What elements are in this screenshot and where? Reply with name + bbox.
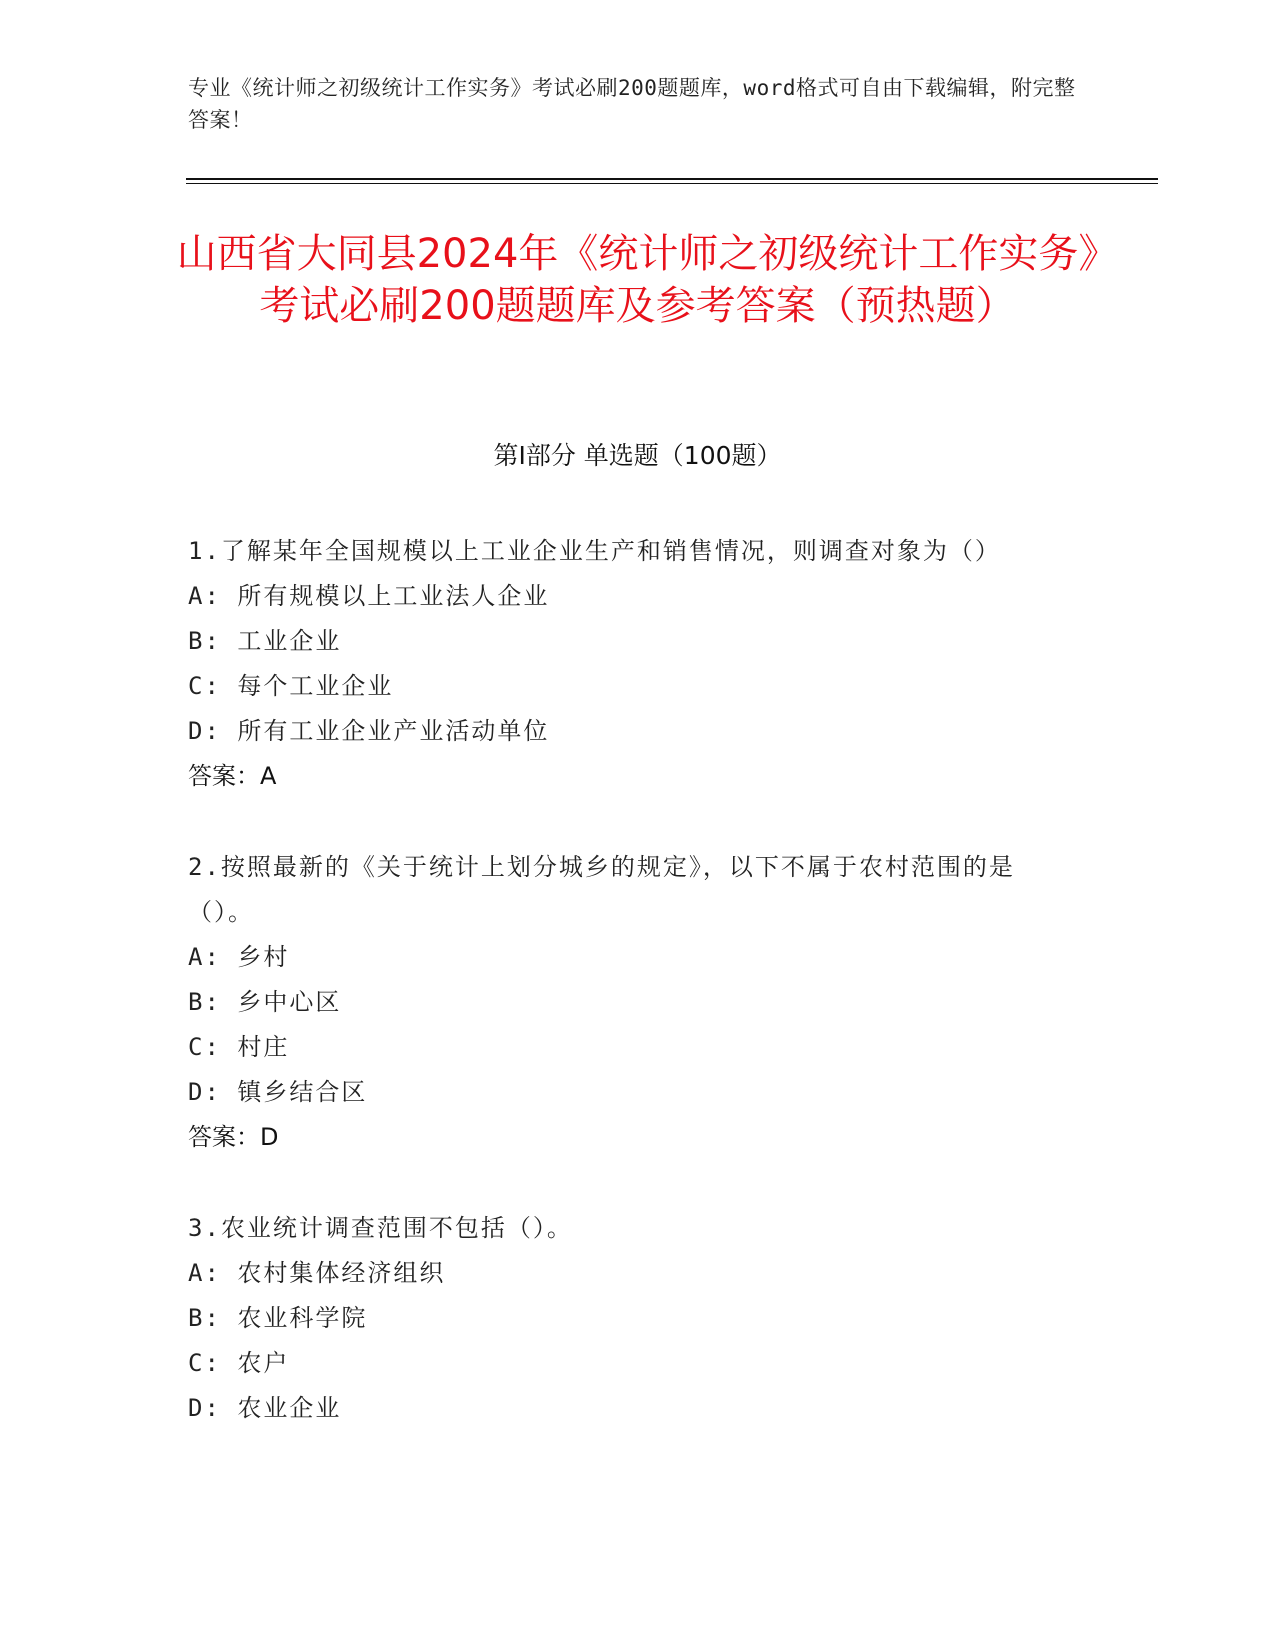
- question-stem: 2.按照最新的《关于统计上划分城乡的规定》，以下不属于农村范围的是（）。: [188, 853, 1015, 926]
- option-b: B: 工业企业: [188, 627, 342, 655]
- question-item: [188, 529, 1068, 799]
- option-d: D: 所有工业企业产业活动单位: [188, 717, 550, 745]
- option-b: B: 农业科学院: [188, 1304, 368, 1332]
- header-rule-thin: [186, 183, 1158, 184]
- section-heading: 第Ⅰ部分 单选题（100题）: [493, 441, 782, 470]
- question-stem: 3.农业统计调查范围不包括（）。: [188, 1214, 573, 1242]
- document-title: 山西省大同县2024年《统计师之初级统计工作实务》考试必刷200题题库及参考答案（预热题）: [176, 231, 1099, 329]
- header-rule: [186, 178, 1158, 180]
- option-d: D: 镇乡结合区: [188, 1078, 368, 1106]
- option-d: D: 农业企业: [188, 1394, 342, 1422]
- header-note: 专业《统计师之初级统计工作实务》考试必刷200题题库，word格式可自由下载编辑，附完整答案！: [188, 76, 1076, 132]
- question-list: [188, 529, 1068, 1477]
- question-item: [188, 1206, 1068, 1431]
- option-c: C: 农户: [188, 1349, 290, 1377]
- option-a: A: 乡村: [188, 943, 290, 971]
- option-a: A: 所有规模以上工业法人企业: [188, 582, 550, 610]
- option-c: C: 每个工业企业: [188, 672, 394, 700]
- answer-line: 答案：D: [188, 1123, 279, 1151]
- option-c: C: 村庄: [188, 1033, 290, 1061]
- answer-line: 答案：A: [188, 762, 277, 790]
- question-stem: 1.了解某年全国规模以上工业企业生产和销售情况，则调查对象为（）: [188, 537, 1001, 565]
- question-item: [188, 845, 1068, 1160]
- option-a: A: 农村集体经济组织: [188, 1259, 446, 1287]
- option-b: B: 乡中心区: [188, 988, 342, 1016]
